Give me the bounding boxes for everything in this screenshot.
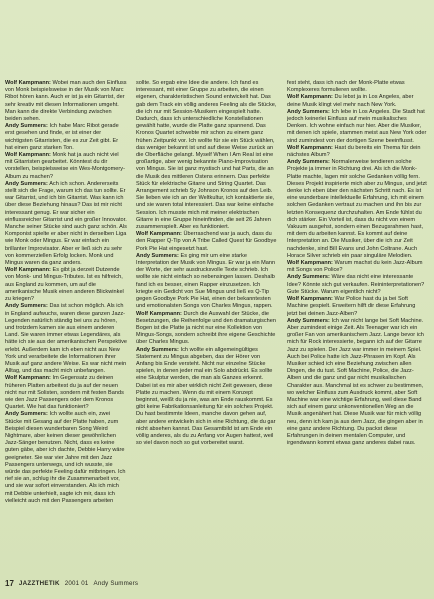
interview-paragraph <box>136 347 277 448</box>
magazine-name: JAZZTHETIK <box>18 580 60 587</box>
speaker-name: Wolf Kampmann: <box>287 260 333 267</box>
page-number: 17 <box>5 579 14 588</box>
interview-paragraph <box>287 109 427 145</box>
interview-paragraph <box>287 260 427 274</box>
interview-paragraph <box>5 303 127 375</box>
interview-paragraph <box>5 411 127 505</box>
speaker-name: Wolf Kampmann: <box>5 152 51 159</box>
speaker-name: Wolf Kampmann: <box>5 267 51 274</box>
page-footer <box>5 579 138 588</box>
paragraph-text: Ich habe Marc Ribot gerade erst gesehen und finde, er ist einer der wichtigsten Gitarristen, die es zur Zeit gibt. Er hat einen ganz starken Ton. <box>5 123 119 151</box>
paragraph-text: War Police hast du ja bei Soft Machine gespielt. Erweitern hilft dir diese Erfahrung jetzt bei deinen Jazz-Alben? <box>287 296 416 317</box>
paragraph-text: Wäre das nicht eine interessante Idee? Könnte sich gut verkaufen. Reininterpretationen? Gute Stücke. Warum eigentlich nicht? <box>287 274 425 295</box>
interview-paragraph <box>287 296 427 318</box>
article-subject: Andy Summers <box>93 580 139 587</box>
paragraph-text: Überraschend war ja auch, dass du den Rapper Q-Tip von A Tribe Called Quest für Goodbye Pork Pie Hat eingesetzt hast. <box>136 231 277 252</box>
paragraph-text: sollte. So ergab eine Idee die andere. Ich fand es interessant, mit einer Gruppe zu arbeiten, die einen eigenen, charakteristischen Sound entwickelt hat. Das gab dem Track ein völlig anderes Feeling als die Stücke, die ich nur mit Session-Musikern eingespielt hatte. Dadurch, dass ich unterschiedliche Konstellationen gewählt hatte, wurde die Platte ganz spannend. Das Kronos Quartet schwebte mir schon zu einem ganz frühen Zeitpunkt vor. Ich wollte für sie ein Stück wählen, das weniger bekannt ist und auf diese Weise zurück an die Oberfläche gelangt. Myself When I Am Real ist eine großartige, aber wenig bekannte Piano-Improvisation von Mingus. Sie ist ganz mystisch und hat Parts, die an die Musik des mittleren Ostens erinnern. Das perfekte Stück für elektrische Gitarre und String Quartet. Das Arrangement schrieb Sy Johnson Kronos auf den Leib. Sie lieben wie ich an der Weltkultur, ich kontaktierte sie, und sie waren total interessiert. Das war keine einfache Session. Ich musste mich mit meiner elektrischen Gitarre in eine Gruppe hineinfinden, die seit 26 Jahren zusammenspielt. Aber es funktioniert. <box>136 80 277 231</box>
paragraph-text: fest steht, dass ich nach der Monk-Platte etwas Komplexeres formulieren wollte. <box>287 80 405 94</box>
interview-paragraph <box>136 311 277 347</box>
paragraph-text: Warum machst du kein Jazz-Album mit Songs von Police? <box>287 260 423 274</box>
interview-paragraph <box>5 80 127 123</box>
speaker-name: Andy Summers: <box>136 252 179 259</box>
paragraph-text: Ich wollte auch ein, zwei Stücke mit Gesang auf der Platte haben, zum Beispiel diesen wunderbaren Song Weird Nightmare, aber keinen dieser gewöhnlichen Jazz-Sänger benutzen. Nicht, dass es keine guten gäbe, aber ich dachte, Debbie Harry wäre geeigneter. Sie war vier Jahre mit den Jazz Passengers unterwegs, und ich wusste, sie würde das perfekte Feeling dafür mitbringen. Ich rief sie an, schlug ihr die Zusammenarbeit vor, und sie war sofort einverstanden. Als ich mich mit Debbie unterhielt, sagte ich mir, dass ich vielleicht auch mit den Passengers arbeiten <box>5 411 126 504</box>
paragraph-text: Im Gegensatz zu deinen früheren Platten arbeitest du ja auf der neuen nicht nur mit Solisten, sondern mit festen Bands wie den Jazz Passengers oder dem Kronos Quartet. Wie hat das funktioniert? <box>5 375 124 411</box>
interview-paragraph <box>136 80 277 231</box>
speaker-name: Andy Summers: <box>5 411 48 418</box>
paragraph-text: Das ist schon möglich. Als ich in England aufwuchs, waren diese ganzen Jazz-Legenden natürlich ständig bei uns zu hören, und trotzdem kamen sie aus einem anderen Land. Sie waren immer etwas Legendäres, als hätte ich sie aus der amerikanischen Perspektive erlebt. Außerdem kam ich eben nicht aus New York und verarbeitete die Informationen ihrer Musik auf ganz andere Weise. Es war nicht mein Alltag, und das macht mich unbefangen. <box>5 303 127 375</box>
speaker-name: Andy Summers: <box>136 346 179 353</box>
speaker-name: Andy Summers: <box>5 123 48 130</box>
article-columns <box>0 80 434 573</box>
speaker-name: Andy Summers: <box>5 303 48 310</box>
paragraph-text: Ich lebe in Los Angeles. Die Stadt hat jedoch keinerlei Einfluss auf mein musikalisches Denken. Ich wohne einfach nur hier. Aber die Musiker, mit denen ich spiele, stammen meist aus New York oder sind zumindest von der dortigen Szene beeinflusst. <box>287 108 427 144</box>
speaker-name: Andy Summers: <box>287 317 330 324</box>
speaker-name: Wolf Kampmann: <box>287 94 333 101</box>
interview-paragraph <box>5 267 127 303</box>
article-column-2 <box>136 80 277 573</box>
speaker-name: Andy Summers: <box>287 274 330 281</box>
article-column-3 <box>287 80 427 573</box>
interview-paragraph <box>287 94 427 108</box>
paragraph-text: Durch die Auswahl der Stücke, die Besetzungen, die Reihenfolge und den dramaturgischen Bogen ist die Platte ja nicht nur eine Kollektion von Mingus-Songs, sondern schreibt ihre eigene Geschichte über Charles Mingus. <box>136 310 277 346</box>
interview-paragraph <box>136 253 277 311</box>
interview-paragraph <box>287 159 427 260</box>
interview-paragraph <box>287 318 427 448</box>
paragraph-text: Ich war nicht lange bei Soft Machine. Aber zumindest einige Zeit. Als Teenager war ich ein großer Fan von amerikanischem Jazz. Lange bevor ich mich für Rock interessierte, begann ich auf der Gitarre Jazz zu spielen. Der Jazz war immer in meinem Spiel. Auch bei Police hatte ich Jazz-Phrasen im Kopf. Als Musiker schied ich eine Beziehung zwischen allen Dingen, die du tust. Soft Machine, Police, die Jazz-Alben und die ganz und gar nicht musikalischen Charakter aus. Manchmal ist es schwer zu bestimmen, wo welcher Einfluss zum Ausdruck kommt, aber Soft Machine war eine wichtige Erfahrung, weil diese Band sich auf einem ganz unkonventionellen Weg an die Musik angenähert hat. Diese Musik war für mich völlig neu, denn ich kam ja aus dem Jazz, die gingen aber in eine ganz andere Richtung. Du packst diese Erfahrungen in deinen mentalen Computer, und irgendwann kommt etwas ganz anderes dabei raus. <box>287 317 424 447</box>
interview-paragraph <box>287 80 427 94</box>
speaker-name: Andy Summers: <box>5 180 48 187</box>
speaker-name: Wolf Kampmann: <box>136 310 182 317</box>
speaker-name: Wolf Kampmann: <box>5 80 51 86</box>
speaker-name: Wolf Kampmann: <box>5 375 51 382</box>
paragraph-text: Wobei man auch den Einfluss von Monk beispielsweise in der Musik von Marc Ribot hören kann. Auch er ist ja ein Gitarrist, der sehr kreativ mit diesen Informationen umgeht. Man kann die direkte Verbindung zwischen beiden sehen. <box>5 80 127 123</box>
paragraph-text: Es ging mir um eine starke Interpretation der Musik von Mingus. Er war ja ein Mann der Worte, der sehr ausdrucksvolle Texte schrieb. Ich wollte sie nicht einfach so nebensingen lassen. Deshalb fand ich es besser, einen Rapper einzusetzen. Ich kriegte ein Gedicht von Sue Mingus und ließ es Q-Tip gegen Goodbye Pork Pie Hat, einen der bekanntesten und emotionalsten Songs von Charles Mingus, rappen. <box>136 252 276 310</box>
interview-paragraph <box>5 181 127 267</box>
interview-paragraph <box>5 375 127 411</box>
interview-paragraph <box>5 152 127 181</box>
paragraph-text: Du lebst ja in Los Angeles, aber deine Musik klingt viel mehr nach New York. <box>287 94 414 108</box>
speaker-name: Wolf Kampmann: <box>287 296 333 303</box>
speaker-name: Wolf Kampmann: <box>136 231 182 238</box>
interview-paragraph <box>5 123 127 152</box>
speaker-name: Andy Summers: <box>287 159 330 166</box>
paragraph-text: Normalerweise tendieren solche Projekte ja immer in Richtung drei. Als ich die Monk-Platte machte, lagen mir solche Gedanken völlig fern. Dieses Projekt inspirierte mich aber zu Mingus, und jetzt denke ich eben über den nächsten Schritt nach. Es ist eine wunderbare intellektuelle Erfahrung, ich mit einem solchen Gedanken vertraut zu machen und ihn bis zur letzten Konsequenz durchzuhalten. Am Ende fühlst du dich stärker. Ein Vorteil ist, dass du nicht von einem Vakuum ausgehst, sondern einen Bezugsrahmen hast, mit dem du arbeiten kannst. Es kommt auf deine Interpretation an. Die Musiker, über die ich zur Zeit nachdenke, sind Bill Evans und John Coltrane. Auch Horace Silver schrieb ein paar singuläre Melodien. <box>287 159 427 259</box>
paragraph-text: Ich wollte ein allgemeingültiges Statement zu Mingus abgeben, das der Hörer von Anfang bis Ende versteht. Nicht nur einzelne Stücke spielen, in denen jeder mal ein Solo abdrückt. Es sollte eine Skulptur werden, die man als Ganzes erkennt. Dabei ist es mir aber wirklich nicht Zeit gewesen, diese Platte zu machen. Wenn du mit einem Konzept beginnst, weißt du ja nie, was am Ende rauskommt. Es gibt keine Fabrikationsanleitung für ein solches Projekt. Du hast bestimmte Ideen, manche davon gehen auf, aber andere entwickeln sich in eine Richtung, die du gar nicht absehen kannst. Das Gesamtbild ist am Ende ein völlig anderes, als du zu Anfang vor Augen hattest, weil so viel davon noch so gut vorbereitet warst. <box>136 346 276 447</box>
interview-paragraph <box>287 145 427 159</box>
paragraph-text: Hast du bereits ein Thema für dein nächstes Album? <box>287 144 421 159</box>
paragraph-text: Ach ich schon. Andererseits stellt sich die Frage, warum ich das tun sollte. Er war Gitarrist, und ich bin Gitarrist. Was kann ich über diese Beziehung hinaus? Das ist mir nicht interessant genug. Er war sicher ein einflussreicher Gitarrist und ein großer Innovator. Manche seiner Stücke sind auch ganz schön. Als Komponist spielte er aber nicht in derselben Liga wie Monk oder Mingus. Er war einfach ein brillanter Improvisator. Aber er ließ sich zu sehr von kommerziellen Erfolg locken. Monk und Mingus waren da ganz anders. <box>5 180 127 267</box>
interview-paragraph <box>287 274 427 296</box>
issue-number: 2001 01 <box>64 580 89 587</box>
article-column-1 <box>5 80 127 573</box>
paragraph-text: Monk hat ja auch nicht viel mit Gitarristen gearbeitet. Könntest du dir vorstellen, beispielsweise ein Wes-Montgomery-Album zu machen? <box>5 152 125 180</box>
paragraph-text: Es gibt ja derzeit Dutzende von Monk- und Mingus-Tributes. Ist es hilfreich, aus England zu kommen, um auf die amerikanische Musik einen anderen Blickwinkel zu kriegen? <box>5 267 124 303</box>
speaker-name: Wolf Kampmann: <box>287 144 333 151</box>
interview-paragraph <box>136 231 277 253</box>
speaker-name: Andy Summers: <box>287 108 330 115</box>
